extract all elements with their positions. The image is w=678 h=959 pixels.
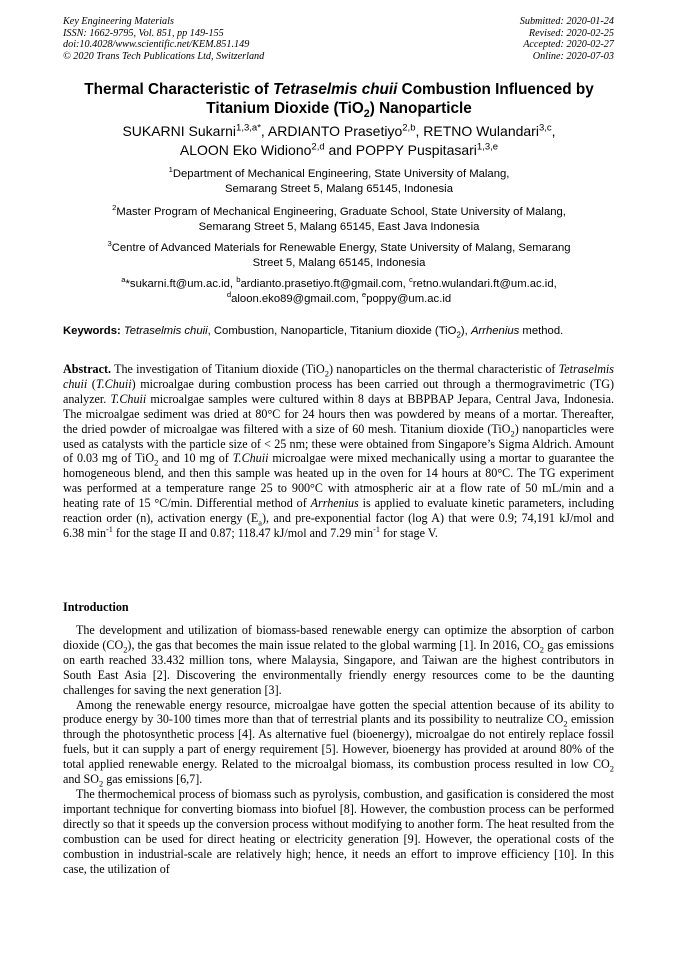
introduction-body xyxy=(63,623,614,876)
keyword-subscript: 2 xyxy=(456,330,461,340)
abstract-text: is applied to evaluate kinetic parameters, including reaction order (n), activation energy (E xyxy=(63,496,614,526)
abstract-text: for stage V. xyxy=(379,525,438,540)
author-affiliation: 2,d xyxy=(311,140,325,152)
title-subscript: 2 xyxy=(363,107,370,120)
abstract-italic: Tetraselmis chuii xyxy=(63,362,615,391)
keyword-text: , Combustion, Nanoparticle, Titanium dioxide (TiO xyxy=(207,325,457,337)
author-affiliation: 1,3,e xyxy=(476,140,499,152)
affiliation-number: 2 xyxy=(112,203,117,213)
author-name: RETNO Wulandari xyxy=(423,123,539,139)
paragraph xyxy=(63,698,614,787)
section-heading-introduction: Introduction xyxy=(63,600,129,614)
abstract-text: ), and pre-exponential factor (log A) that were 0.9; 74,191 kJ/mol and 6.38 min xyxy=(63,511,614,540)
submission-dates xyxy=(520,16,614,62)
email-marker: b xyxy=(236,275,241,285)
issn-line: ISSN: 1662-9795, Vol. 851, pp 149-155 xyxy=(63,27,224,39)
abstract-text: The investigation of Titanium dioxide (TiO xyxy=(111,362,325,376)
email-address: aloon.eko89@gmail.com, xyxy=(231,292,362,305)
paragraph-subscript: 2 xyxy=(563,718,568,729)
affiliation-1 xyxy=(60,167,618,197)
author-separator: , xyxy=(415,123,424,139)
revised-date: Revised: 2020-02-25 xyxy=(528,27,614,39)
copyright-line: © 2020 Trans Tech Publications Ltd, Switzerland xyxy=(63,50,265,62)
abstract-text: ) nanoparticles on the thermal characteristic of xyxy=(329,362,559,376)
paragraph-subscript: 2 xyxy=(123,644,128,655)
title-text-2: Combustion Influenced by xyxy=(397,81,594,98)
paragraph-text: Among the renewable energy resource, microalgae have gotten the special attention because of its ability to produce energy by 30-100 times more than that of terrestrial plants and its possibility to neutralize CO xyxy=(63,697,614,727)
title-text-4: ) Nanoparticle xyxy=(369,99,472,117)
abstract-superscript: -1 xyxy=(106,524,113,534)
paragraph-subscript: 2 xyxy=(609,763,614,774)
paragraph-text: The development and utilization of biomass-based renewable energy can optimize the absorption of carbon dioxide (CO xyxy=(63,623,614,652)
author-separator: , xyxy=(551,123,556,139)
abstract-subscript: 2 xyxy=(154,457,159,468)
author-name: SUKARNI Sukarni xyxy=(122,123,237,139)
author-name: POPPY Puspitasari xyxy=(355,141,477,158)
title-text-1: Thermal Characteristic of xyxy=(84,81,273,98)
abstract-superscript: -1 xyxy=(373,524,380,534)
email-address: poppy@um.ac.id xyxy=(366,292,452,305)
paragraph xyxy=(63,623,614,698)
affiliation-number: 1 xyxy=(168,165,173,175)
abstract-text: and 10 mg of xyxy=(158,451,233,466)
email-address: *sukarni.ft@um.ac.id, xyxy=(125,278,237,290)
paragraph-text: gas emissions on earth reached 33.432 million tons, where Malaysia, Singapore, and Taiwan are the highest contributors in South East Asia [2]. Discovering the environmentally friendly energy resources come to be the daunting challenges for saving the next generation [3]. xyxy=(63,637,614,697)
abstract-text: ) nanoparticles were used as catalysts with the particle size of < 25 nm; these were obtained from Singapore’s Sigma Aldrich. Amount of 0.03 mg of TiO xyxy=(63,421,614,466)
accepted-date: Accepted: 2020-02-27 xyxy=(523,39,614,51)
email-marker: d xyxy=(226,290,232,300)
author-affiliation: 1,3,a* xyxy=(236,122,261,134)
author-emails xyxy=(60,277,618,307)
abstract-text: microalgae samples were cultured within 8 days at BBPBAP Jepara, Central Java, Indonesia. The microalgae sediment was dried at 80°C for 24 hours then was powdered by means of a mortar. Thereafter, the dried powder of microalgae was filtered with a size of 60 mesh. Titanium dioxide (TiO xyxy=(63,391,614,436)
paragraph-text: emission through the photosynthetic process [4]. As alternative fuel (bioenergy), microalgae do not entirely replace fossil fuels, but it can supply a part of energy requirement [5]. However, bioenergy has provided at around 80% of the total applied renewable energy. Related to the microalgal biomass, its combustion process resulted in low CO xyxy=(63,712,614,772)
author-name: ARDIANTO Prasetiyo xyxy=(267,123,403,139)
affiliation-line: Department of Mechanical Engineering, State University of Malang, xyxy=(172,168,510,180)
author-list xyxy=(50,122,628,159)
author-separator: , xyxy=(260,123,268,139)
abstract-text: for the stage II and 0.87; 118.47 kJ/mol and 7.29 min xyxy=(112,525,374,540)
online-date: Online: 2020-07-03 xyxy=(532,50,614,62)
affiliation-line: Semarang Street 5, Malang 65145, Indonesia xyxy=(225,182,453,195)
email-marker: e xyxy=(361,290,367,300)
affiliation-line: Street 5, Malang 65145, Indonesia xyxy=(252,256,426,269)
abstract-italic: T.Chuii xyxy=(232,451,269,466)
keywords xyxy=(63,324,623,338)
journal-name: Key Engineering Materials xyxy=(63,16,174,27)
paragraph-subscript: 2 xyxy=(539,644,544,655)
title-text-3: Titanium Dioxide (TiO xyxy=(206,99,364,117)
paragraph: The thermochemical process of biomass such as pyrolysis, combustion, and gasification is considered the most important technique for converting biomass into biofuel [8]. However, the combustion process can be performed directly so that it speeds up the conversion process without modifying to another form. The heat resulted from the combustion can be used for direct heating or electricity generation [9]. However, the operational costs of the combustion in industrial-scale are relatively high; hence, it needs an effort to improve efficiency [10]. In this case, the utilization of xyxy=(63,786,614,876)
affiliation-number: 3 xyxy=(107,239,112,249)
abstract-text: ( xyxy=(87,376,96,391)
affiliation-line: Master Program of Mechanical Engineering, Graduate School, State University of Malang, xyxy=(116,206,566,218)
journal-info xyxy=(63,16,264,62)
author-affiliation: 3,c xyxy=(538,122,552,134)
submitted-date: Submitted: 2020-01-24 xyxy=(519,16,614,27)
abstract-subscript: 2 xyxy=(510,428,515,439)
paragraph-subscript: 2 xyxy=(98,778,104,789)
keyword-text: Arrhenius xyxy=(470,325,520,337)
abstract-label: Abstract. xyxy=(63,362,112,376)
email-marker: a xyxy=(121,275,126,285)
author-name: ALOON Eko Widiono xyxy=(179,141,312,158)
author-affiliation: 2,b xyxy=(402,122,416,134)
keyword-text: method. xyxy=(519,325,564,337)
title-species: Tetraselmis chuii xyxy=(272,81,398,98)
abstract-subscript: a xyxy=(258,517,262,528)
keyword-text: ), xyxy=(460,325,471,337)
keyword-text: Tetraselmis chuii xyxy=(123,325,208,337)
email-address: ardianto.prasetiyo.ft@gmail.com, xyxy=(240,278,409,290)
paragraph-text: ), the gas that becomes the main issue related to the global warming [1]. In 2016, CO xyxy=(127,637,540,652)
abstract-text: ) microalgae during combustion process has been carried out through a thermogravimetric (TG) analyzer. xyxy=(63,376,614,406)
abstract-subscript: 2 xyxy=(324,368,330,379)
abstract-italic: T.Chuii xyxy=(95,376,132,391)
affiliation-line: Semarang Street 5, Malang 65145, East Java Indonesia xyxy=(198,220,480,233)
email-marker: c xyxy=(408,275,413,285)
paragraph-text: gas emissions [6,7]. xyxy=(103,772,203,787)
doi-line: doi:10.4028/www.scientific.net/KEM.851.149 xyxy=(63,39,250,51)
abstract xyxy=(63,362,614,541)
abstract-text: microalgae were mixed mechanically using a mortar to guarantee the homogeneous blend, and then this sample was heated up in the oven for 14 hours at 80°C. The TG experiment was performed at a temperature range 25 to 900°C with atmospheric air at a flow rate of 50 mL/min and a heating rate of 15 °C/min. Differential method of xyxy=(63,451,615,511)
paper-title xyxy=(50,81,628,118)
abstract-italic: T.Chuii xyxy=(110,391,147,406)
keywords-label: Keywords: xyxy=(63,325,121,337)
affiliation-2 xyxy=(60,205,618,235)
abstract-italic: Arrhenius xyxy=(310,496,359,511)
paragraph-text: and SO xyxy=(63,772,99,787)
email-address: retno.wulandari.ft@um.ac.id, xyxy=(412,278,557,290)
author-separator: and xyxy=(324,141,356,158)
affiliation-line: Centre of Advanced Materials for Renewable Energy, State University of Malang, Semarang xyxy=(111,242,571,254)
affiliation-3 xyxy=(60,241,618,271)
